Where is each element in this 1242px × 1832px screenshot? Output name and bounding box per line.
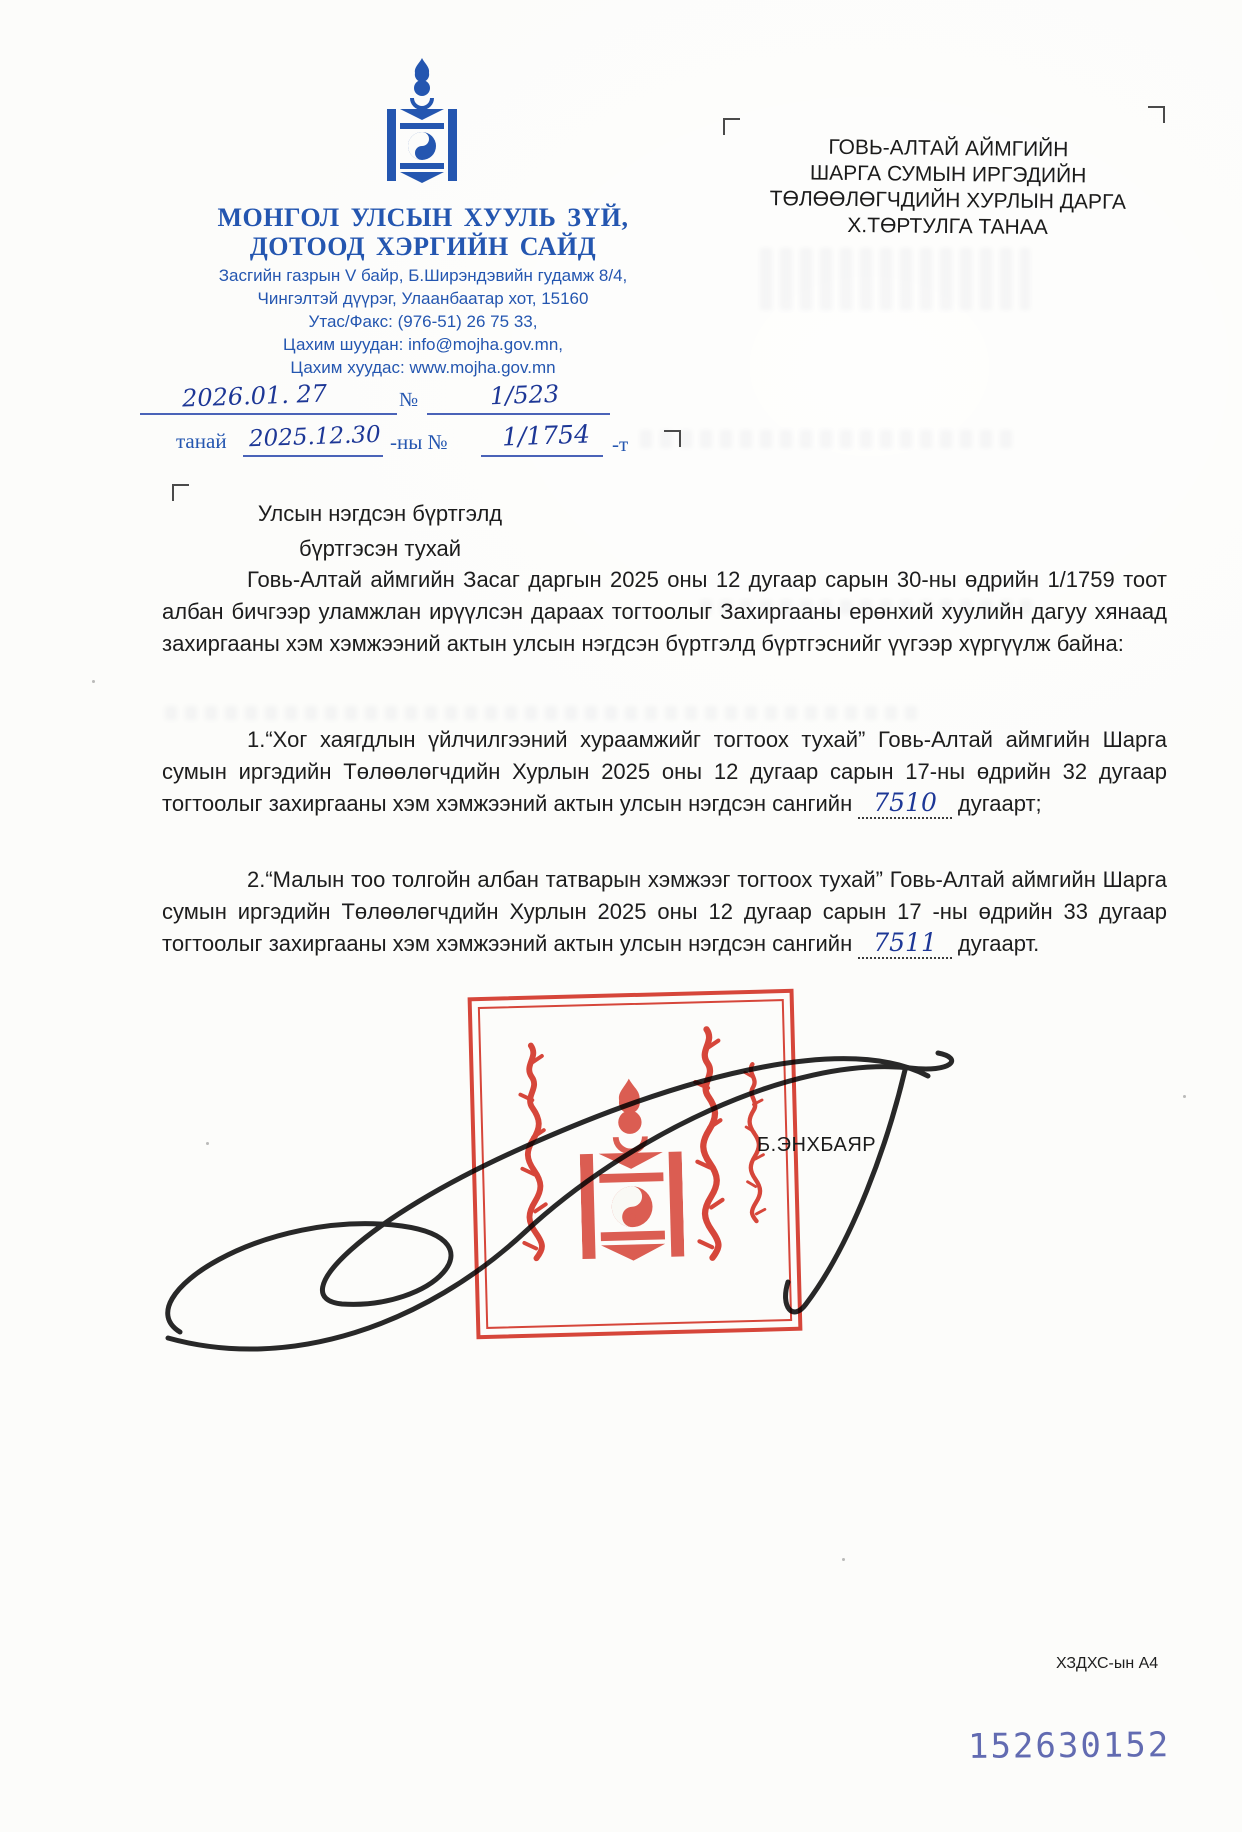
registry-number-1-field <box>858 790 952 819</box>
soyombo-emblem-icon <box>387 56 457 185</box>
corner-mark <box>172 484 189 501</box>
signature-ink <box>140 1020 980 1360</box>
recipient-line4: Х.ТӨРТУЛГА ТАНАА <box>847 213 1048 240</box>
scan-speck <box>842 1558 845 1561</box>
letterhead-org-name <box>140 203 706 261</box>
address-line: Утас/Факс: (976-51) 26 75 33, <box>308 312 538 331</box>
paper-code: ХЗДХС-ын А4 <box>1056 1655 1159 1672</box>
your-ref-suffix: -т <box>612 432 629 456</box>
registry-number-1-handwritten: 7510 <box>873 788 937 817</box>
org-name-line1: МОНГОЛ УЛСЫН ХУУЛЬ ЗҮЙ, <box>217 203 629 232</box>
signer-name: Б.ЭНХБАЯР <box>757 1134 877 1156</box>
address-line-website: Цахим хуудас: www.mojha.gov.mn <box>290 358 556 377</box>
scan-speck <box>1183 1095 1186 1098</box>
subject-line1: Улсын нэгдсэн бүртгэлд <box>257 501 503 526</box>
recipient-block <box>751 134 1144 242</box>
address-line: Засгийн газрын V байр, Б.Ширэндэвийн гудамж 8/4, <box>218 266 628 285</box>
item1-text-after: дугаарт; <box>957 791 1042 816</box>
scan-speck <box>92 680 95 683</box>
your-ref-mid-label: -ны № <box>390 430 448 454</box>
scan-bleed-artifact <box>165 706 925 720</box>
incoming-number-handwritten: 1/1754 <box>501 419 591 452</box>
recipient-line1: ГОВЬ-АЛТАЙ АЙМГИЙН <box>828 135 1069 162</box>
document-stamp-number: 152630152 <box>967 1725 1171 1767</box>
number-sign: № <box>399 389 419 411</box>
org-name-line2: ДОТООД ХЭРГИЙН САЙД <box>249 232 597 261</box>
ref-underline <box>243 453 383 457</box>
letterhead-address <box>140 264 706 379</box>
item2-text: 2.“Малын тоо толгойн албан татварын хэмжээг тогтоох тухай” Говь-Алтай аймгийн Шарга сумын иргэдийн Төлөөлөгчдийн Хурлын 2025 оны 12 дугаар сарын 17 -ны өдрийн 33 дугаар тогтоолыг захиргааны хэм хэмжээний актын улсын нэгдсэн сангийн <box>162 867 1167 956</box>
subject-block <box>198 496 562 566</box>
registry-number-2-field <box>858 930 952 959</box>
corner-mark <box>723 118 740 135</box>
body-paragraph-1: Говь-Алтай аймгийн Засаг даргын 2025 оны 12 дугаар сарын 30-ны өдрийн 1/1759 тоот албан бичгээр уламжлан ирүүлсэн дараах тогтоолыг Захиргааны ерөнхий хуулийн дагуу хянаад захиргааны хэм хэмжээний актын улсын нэгдсэн бүртгэлд бүртгэснийг үүгээр хүргүүлж байна: <box>162 567 1167 656</box>
corner-mark <box>1148 106 1165 123</box>
body-item-2 <box>162 864 1167 960</box>
ref-underline <box>481 453 603 457</box>
address-line-email: Цахим шуудан: info@mojha.gov.mn, <box>283 335 563 354</box>
scan-bleed-artifact <box>760 248 1030 310</box>
item1-text: 1.“Хог хаягдлын үйлчилгээний хураамжийг тогтоох тухай” Говь-Алтай аймгийн Шарга сумын иргэдийн Төлөөлөгчдийн Хурлын 2025 оны 12 дугаар сарын 17-ны өдрийн 32 дугаар тогтоолыг захиргааны хэм хэмжээний актын улсын нэгдсэн сангийн <box>162 727 1167 816</box>
ref-underline <box>140 411 397 415</box>
item2-text-after: дугаарт. <box>957 931 1040 956</box>
address-line: Чингэлтэй дүүрэг, Улаанбаатар хот, 15160 <box>257 289 589 308</box>
incoming-date-handwritten: 2025.12.30 <box>248 421 382 453</box>
scan-bleed-artifact <box>640 430 1020 448</box>
subject-line2: бүртгэсэн тухай <box>298 536 461 561</box>
outgoing-date-handwritten: 2026.01. 27 <box>181 379 328 413</box>
corner-mark <box>664 430 681 447</box>
ref-underline <box>427 411 610 415</box>
your-ref-label: танай <box>176 429 227 453</box>
body-item-1 <box>162 724 1167 820</box>
outgoing-number-handwritten: 1/523 <box>489 379 560 411</box>
recipient-line2: ШАРГА СУМЫН ИРГЭДИЙН <box>809 161 1087 188</box>
registry-number-2-handwritten: 7511 <box>873 928 937 957</box>
recipient-line3: ТӨЛӨӨЛӨГЧДИЙН ХУРЛЫН ДАРГА <box>769 187 1127 214</box>
